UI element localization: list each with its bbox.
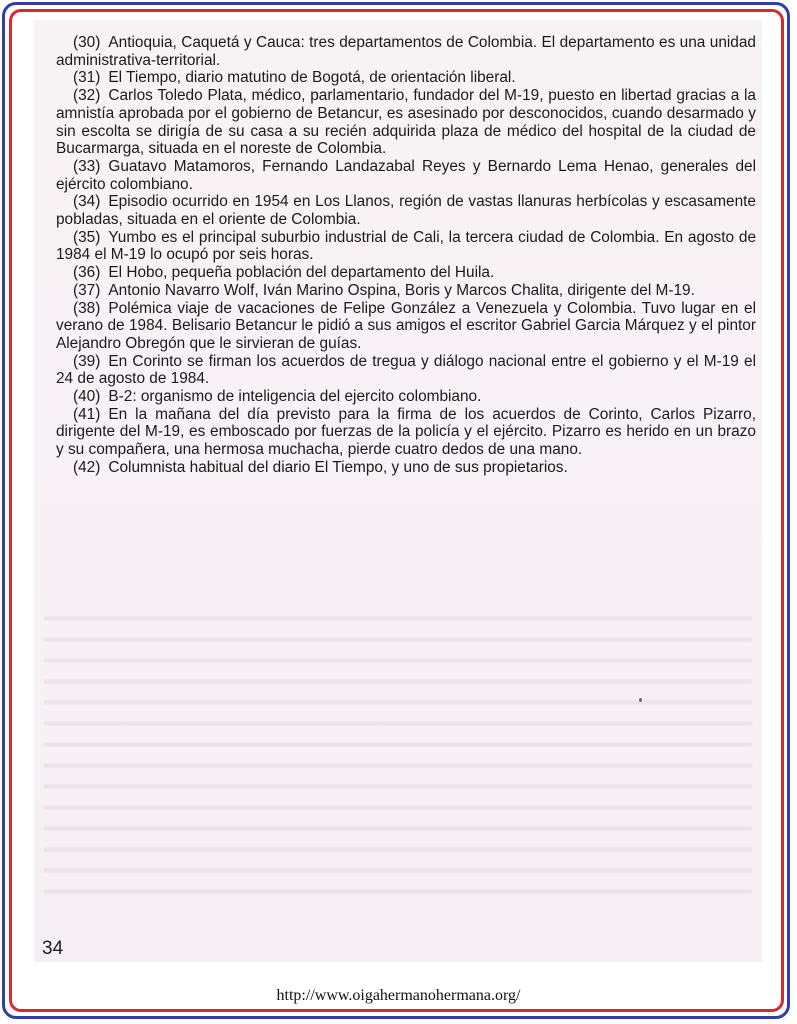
scanned-page xyxy=(34,20,762,962)
endnote xyxy=(56,193,756,228)
endnote-number: (39) xyxy=(73,352,101,370)
endnote xyxy=(56,229,756,264)
endnote-number: (36) xyxy=(73,264,101,282)
endnote-text: Polémica viaje de vacaciones de Felipe González a Venezuela y Colombia. Tuvo lugar en el verano de 1984. Belisario Betancur le pidió a sus amigos el escritor Gabriel Garcia Márquez y el pintor Alejandro Obregón que le sirvieran de guías. xyxy=(56,299,756,352)
endnotes-list xyxy=(56,34,756,477)
endnote-text: En Corinto se firman los acuerdos de tregua y diálogo nacional entre el gobierno y el M-19 el 24 de agosto de 1984. xyxy=(56,352,756,388)
endnote-number: (42) xyxy=(73,458,101,476)
endnote xyxy=(56,388,756,406)
endnote-number: (34) xyxy=(73,193,101,211)
endnote-text: Guatavo Matamoros, Fernando Landazabal Reyes y Bernardo Lema Henao, generales del ejército colombiano. xyxy=(56,157,756,193)
endnote xyxy=(56,34,756,69)
endnote-text: Antioquia, Caquetá y Cauca: tres departamentos de Colombia. El departamento es una unidad administrativa-territorial. xyxy=(56,34,756,69)
endnote-text: B-2: organismo de inteligencia del ejercito colombiano. xyxy=(108,388,482,406)
endnote-number: (40) xyxy=(73,388,101,406)
endnote-text: El Tiempo, diario matutino de Bogotá, de orientación liberal. xyxy=(108,69,516,87)
endnote xyxy=(56,158,756,193)
endnote xyxy=(56,300,756,353)
endnote xyxy=(56,87,756,158)
endnote-number: (33) xyxy=(73,157,101,175)
page-number: 34 xyxy=(42,938,64,959)
footer-url-link[interactable]: http://www.oigahermanohermana.org/ xyxy=(276,987,521,1004)
endnote xyxy=(56,459,756,477)
endnote-text: Antonio Navarro Wolf, Iván Marino Ospina, Boris y Marcos Chalita, dirigente del M-19. xyxy=(108,281,695,299)
endnote xyxy=(56,264,756,282)
endnote-number: (35) xyxy=(73,228,101,246)
endnote-text: Columnista habitual del diario El Tiempo, y uno de sus propietarios. xyxy=(108,458,568,476)
endnote xyxy=(56,282,756,300)
endnote-text: Episodio ocurrido en 1954 en Los Llanos, región de vastas llanuras herbícolas y escasamente pobladas, situada en el oriente de Colombia. xyxy=(56,193,756,229)
endnote xyxy=(56,406,756,459)
endnote-text: El Hobo, pequeña población del departamento del Huila. xyxy=(108,264,495,282)
endnote xyxy=(56,69,756,87)
endnote-number: (30) xyxy=(73,34,101,51)
endnote-text: En la mañana del día previsto para la firma de los acuerdos de Corinto, Carlos Pizarro, dirigente del M-19, es emboscado por fuerzas de la policía y el ejército. Pizarro es herido en un brazo y su compañera, una hermosa muchacha, pierde cuatro dedos de una mano. xyxy=(56,405,756,459)
endnote xyxy=(56,353,756,388)
endnote-number: (37) xyxy=(73,281,101,299)
endnote-number: (32) xyxy=(73,87,101,105)
endnote-text: Carlos Toledo Plata, médico, parlamentario, fundador del M-19, puesto en libertad gracias a la amnistía aprobada por el gobierno de Betancur, es asesinado por desconocidos, cuando desarmado y sin escolta se dirigía de su casa a su recién adquirida plaza de médico del hospital de la ciudad de Bucarmarga, situada en el noreste de Colombia. xyxy=(56,87,756,158)
endnote-number: (31) xyxy=(73,69,101,87)
endnote-number: (38) xyxy=(73,299,101,317)
endnote-text: Yumbo es el principal suburbio industrial de Cali, la tercera ciudad de Colombia. En agosto de 1984 el M-19 lo ocupó por seis horas. xyxy=(56,228,756,264)
bleed-through-text xyxy=(44,602,752,902)
paper-speck xyxy=(639,698,642,702)
endnote-number: (41) xyxy=(73,405,101,423)
